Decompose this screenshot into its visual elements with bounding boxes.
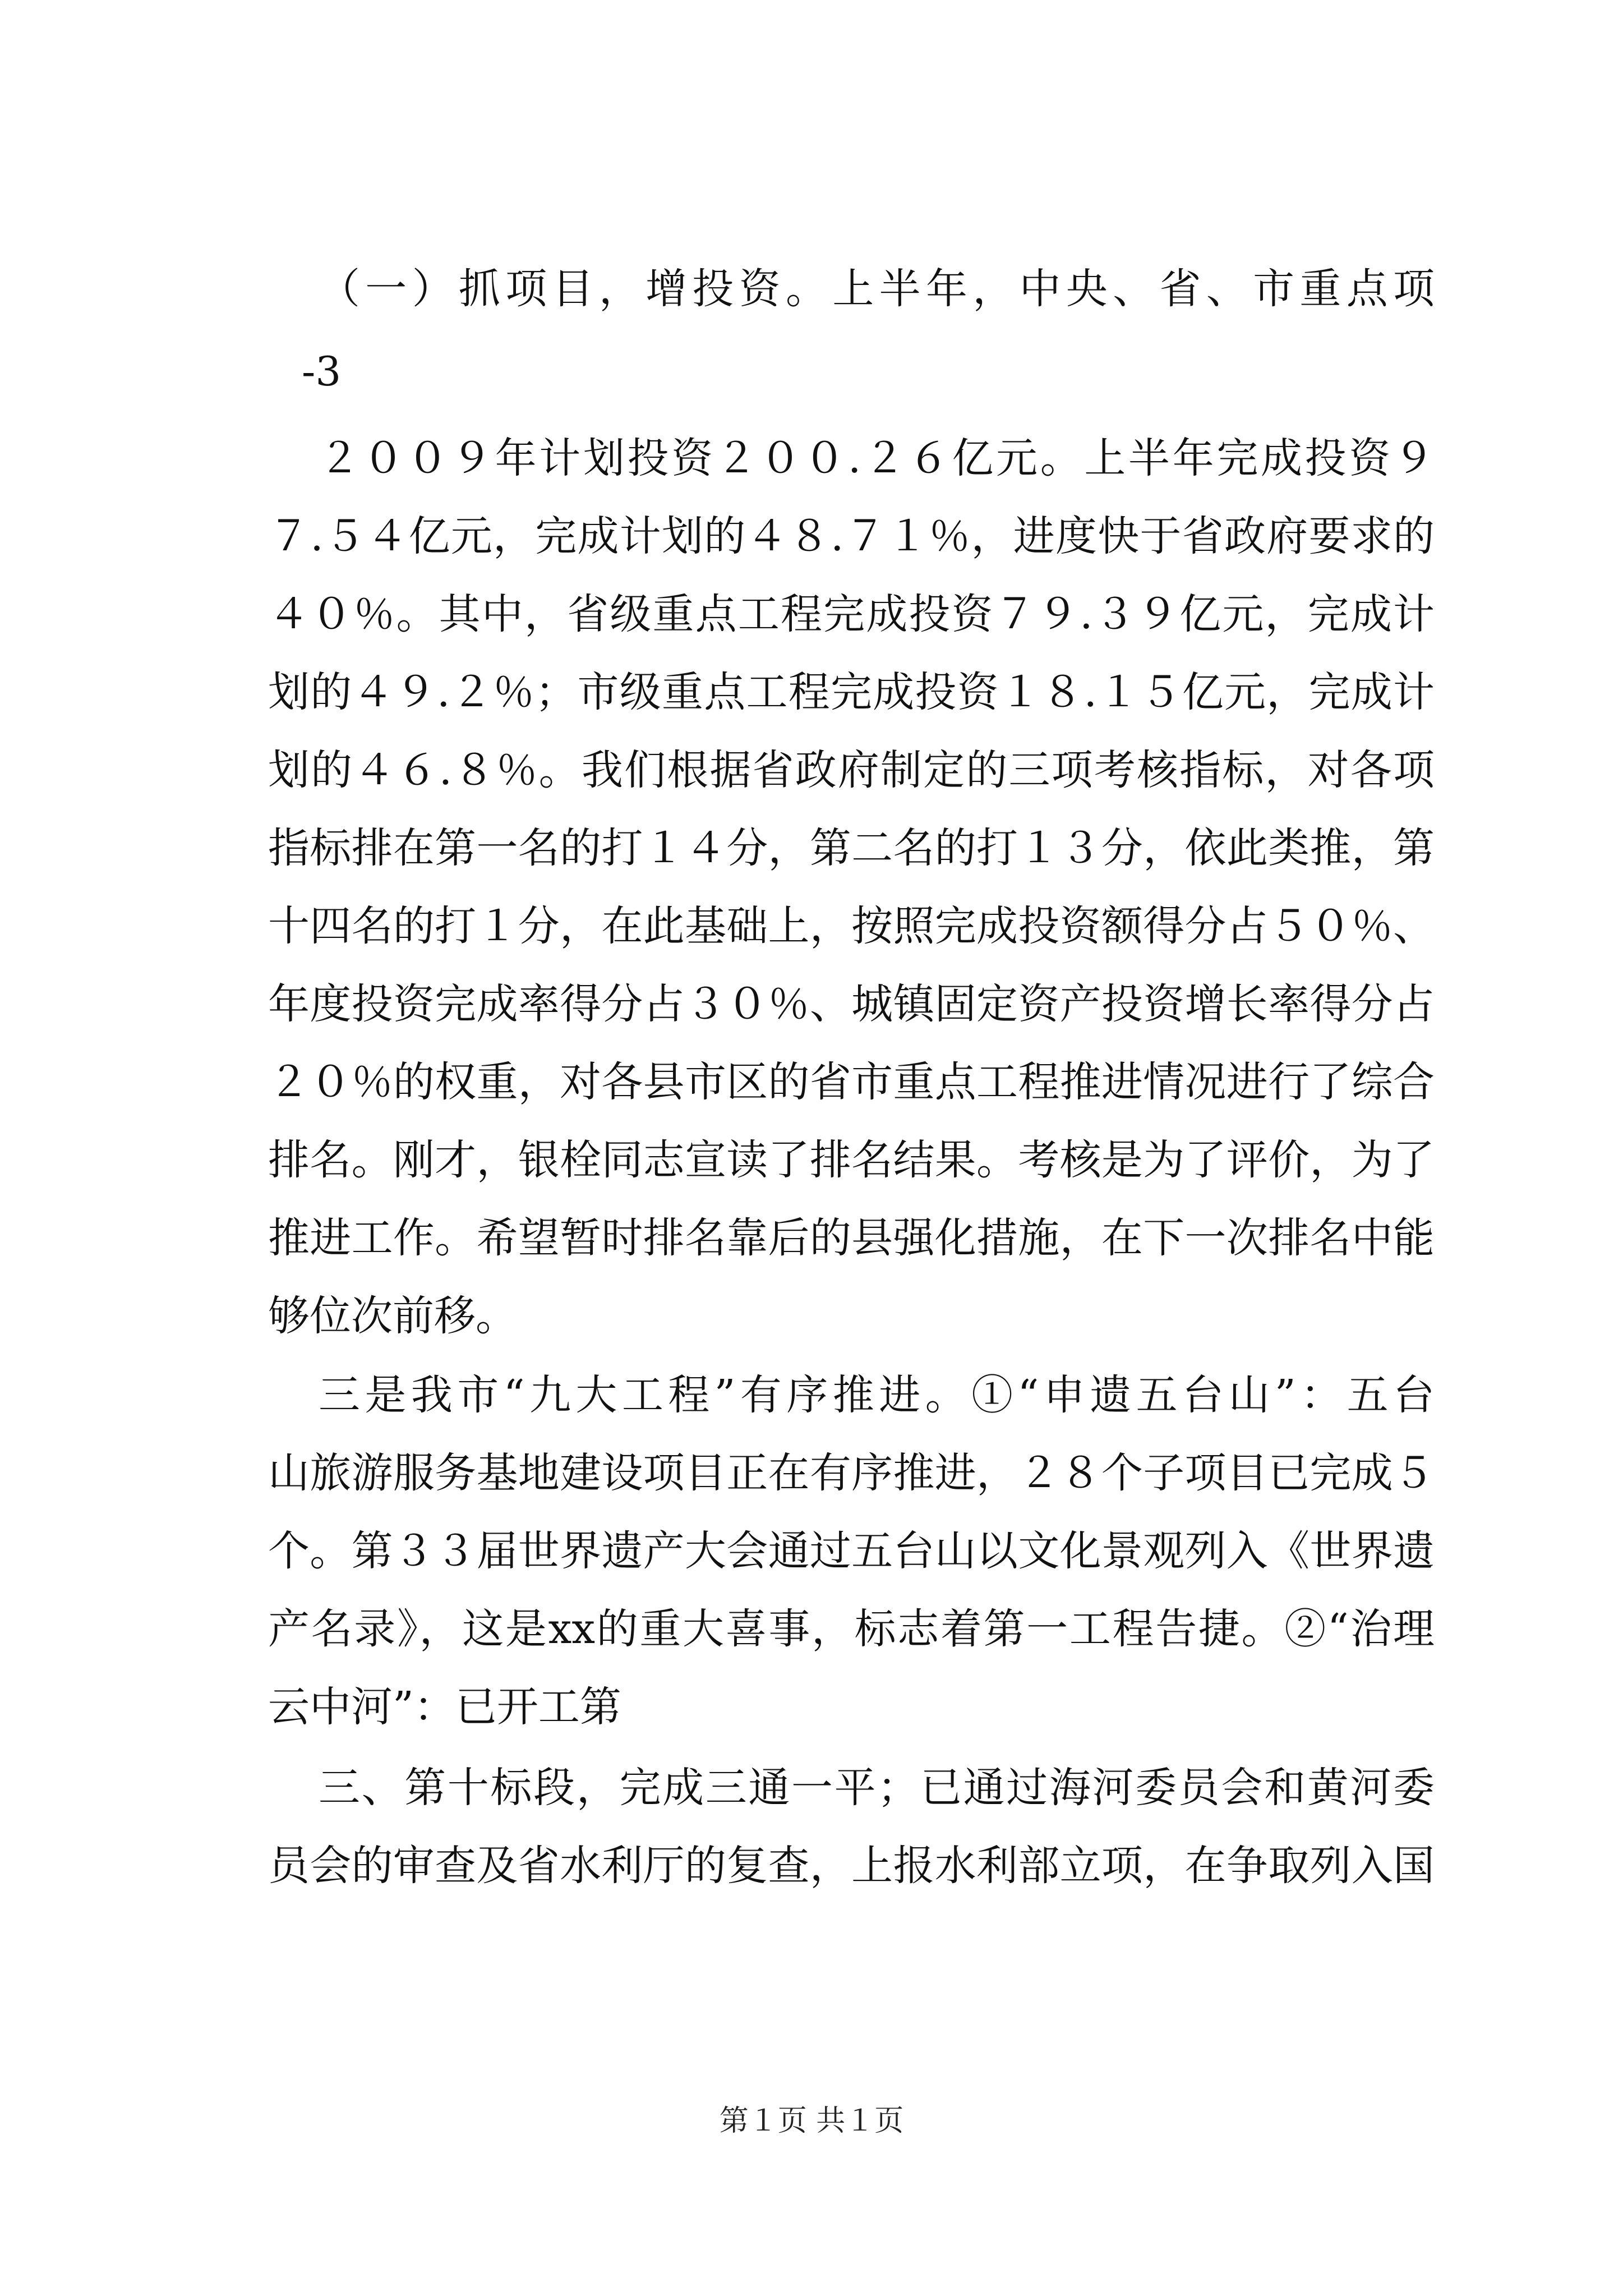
paragraph-line: 够位次前移。 xyxy=(268,1292,517,1340)
paragraph-line: 云中河”：已开工第 xyxy=(268,1683,621,1731)
paragraph-line: 推进工作。希望暂时排名靠后的县强化措施，在下一次排名中能 xyxy=(268,1214,1435,1262)
paragraph-line: 员会的审查及省水利厅的复查，上报水利部立项，在争取列入国 xyxy=(268,1842,1435,1890)
paragraph-line: 划的４６.８％。我们根据省政府制定的三项考核指标，对各项 xyxy=(268,746,1435,794)
page-reference: -3 xyxy=(302,348,342,395)
paragraph-line: ２０％的权重，对各县市区的省市重点工程推进情况进行了综合 xyxy=(268,1058,1435,1106)
paragraph-line: 产名录》，这是xx的重大喜事，标志着第一工程告捷。②“治理 xyxy=(268,1605,1435,1653)
paragraph-line: 三是我市“九大工程”有序推进。①“申遗五台山”：五台 xyxy=(319,1371,1435,1419)
paragraph-line: 山旅游服务基地建设项目正在有序推进，２８个子项目已完成５ xyxy=(268,1449,1435,1497)
paragraph-line: 指标排在第一名的打１４分，第二名的打１３分，依此类推，第 xyxy=(268,824,1435,872)
paragraph-line: ７.５４亿元，完成计划的４８.７１％，进度快于省政府要求的 xyxy=(268,512,1435,560)
paragraph-line: 三、第十标段，完成三通一平；已通过海河委员会和黄河委 xyxy=(319,1764,1435,1812)
paragraph-line: 年度投资完成率得分占３０％、城镇固定资产投资增长率得分占 xyxy=(268,980,1435,1028)
paragraph-line: （一）抓项目，增投资。上半年，中央、省、市重点项 xyxy=(319,265,1435,313)
paragraph-line: ４０％。其中，省级重点工程完成投资７９.３９亿元，完成计 xyxy=(268,590,1435,638)
paragraph-line: ２００９年计划投资２００.２６亿元。上半年完成投资９ xyxy=(319,434,1435,482)
page-footer: 第１页 共１页 xyxy=(719,2104,904,2138)
paragraph-line: 排名。刚才，银栓同志宣读了排名结果。考核是为了评价，为了 xyxy=(268,1136,1435,1184)
paragraph-line: 个。第３３届世界遗产大会通过五台山以文化景观列入《世界遗 xyxy=(268,1527,1435,1575)
paragraph-line: 划的４９.２％；市级重点工程完成投资１８.１５亿元，完成计 xyxy=(268,668,1435,716)
paragraph-line: 十四名的打１分，在此基础上，按照完成投资额得分占５０％、 xyxy=(268,902,1435,950)
